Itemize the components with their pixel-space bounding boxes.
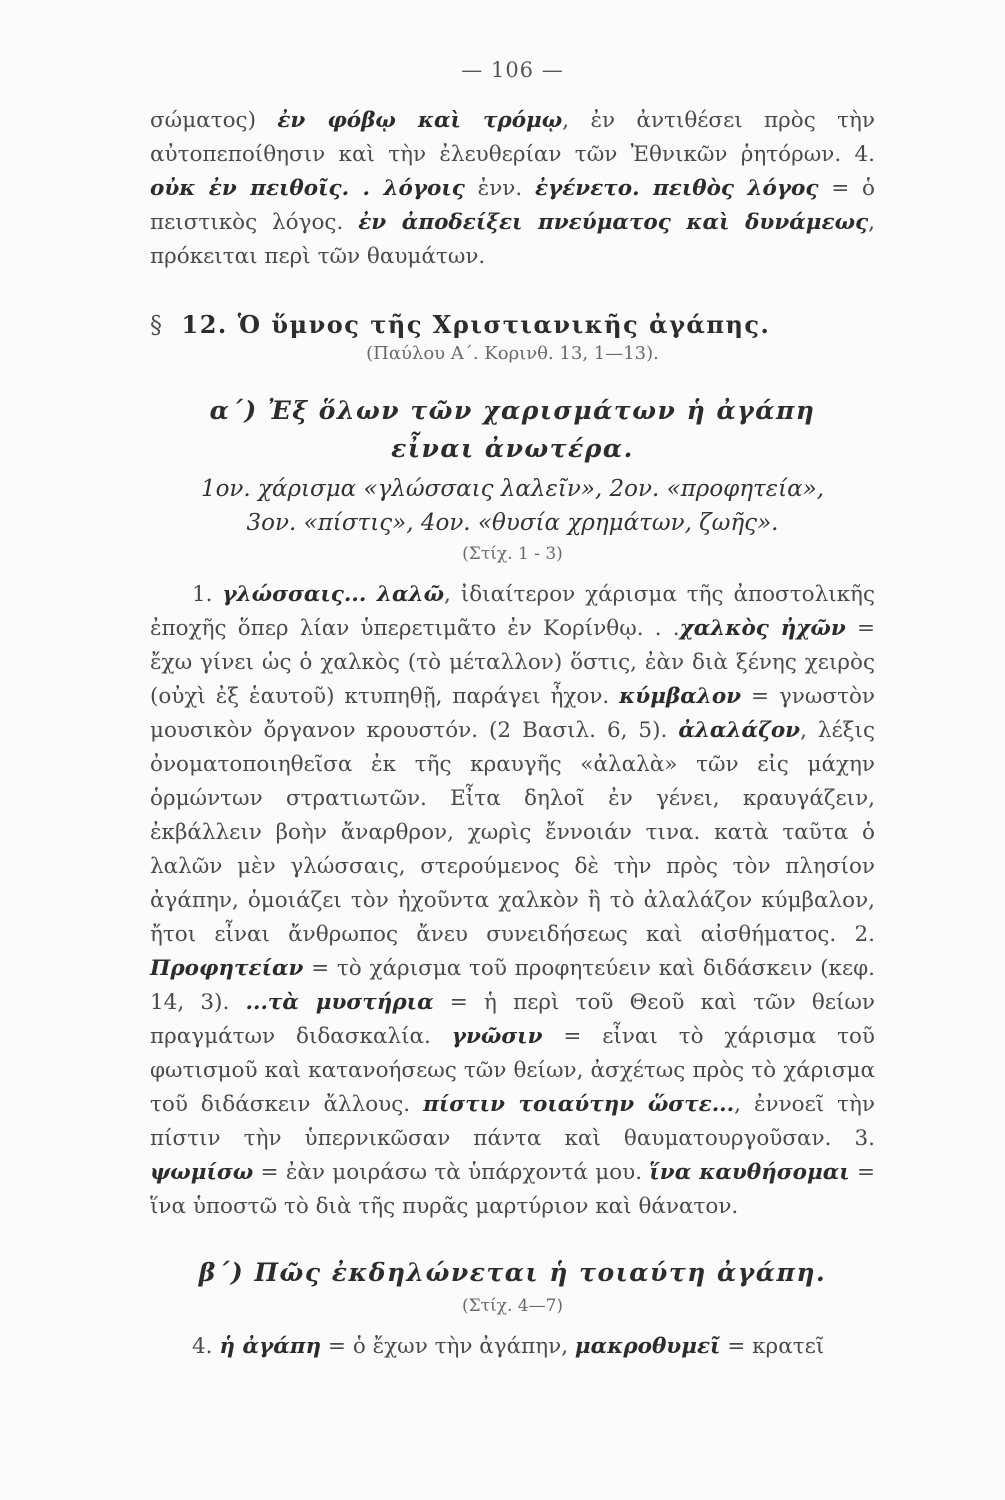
text-run: = ἔχω γίνει ὡς ὁ χαλκὸς (τὸ μέταλλον) ὅστις, ἐὰν διὰ ξένης χειρὸς (οὐχὶ ἐξ ἑαυτοῦ) κτυπηθῇ, παράγει ἦχον. <box>150 616 875 709</box>
term-run: ἵνα καυθήσομαι <box>649 1160 850 1185</box>
term-run: ἐν φόβῳ καὶ τρόμῳ <box>277 108 563 133</box>
term-run: ψωμίσω <box>150 1160 254 1185</box>
term-run: χαλκὸς ἠχῶν <box>679 616 846 641</box>
text-run: = εἶναι τὸ χάρισμα τοῦ φωτισμοῦ καὶ κατανοήσεως τῶν θείων, ἀσχέτως πρὸς τὸ χάρισμα τοῦ διδάσκειν ἄλλους. <box>150 1024 875 1117</box>
text-run: , λέξις ὀνοματοποιηθεῖσα ἐκ τῆς κραυγῆς «ἀλαλὰ» τῶν εἰς μάχην ὁρμώντων στρατιωτῶν. Εἶτα δηλοῖ ἐν γένει, κραυγάζειν, ἐκβάλλειν βοὴν ἄναρθρον, χωρὶς ἔννοιάν τινα. κατὰ ταῦτα ὁ λαλῶν μὲν γλώσσαις, στερούμενος δὲ τὴν πρὸς τὸν πλησίον ἀγάπην, ὁμοιάζει τὸν ἠχοῦντα χαλκὸν ἢ τὸ ἀλαλάζον κύμβαλον, ἤτοι εἶναι ἄνθρωπος ἄνευ συνειδήσεως καὶ αἰσθήματος. 2. <box>150 718 875 947</box>
text-run: σώματος) <box>150 108 278 133</box>
term-run: ἐν ἀποδείξει πνεύματος καὶ δυνάμεως <box>358 210 869 235</box>
page-number: — 106 — <box>461 58 564 82</box>
text-run: , ἐν ἀντιθέσει πρὸς τὴν αὐτοπεποίθησιν καὶ τὴν ἐλευθερίαν τῶν Ἐθνικῶν ῥητόρων. 4. <box>150 108 875 167</box>
part-a-heading-line2: εἶναι ἀνωτέρα. <box>391 434 634 463</box>
text-run: 1. <box>192 582 223 607</box>
text-run: = ἵνα ὑποστῶ τὸ διὰ τῆς πυρᾶς μαρτύριον καὶ θάνατον. <box>150 1160 875 1219</box>
term-run: μακροθυμεῖ <box>574 1334 721 1359</box>
term-run: ...τὰ μυστήρια <box>245 990 434 1015</box>
text-run: 4. <box>192 1334 220 1359</box>
part-a-heading-line1: α΄) Ἐξ ὅλων τῶν χαρισμάτων ἡ ἀγάπη <box>209 396 816 425</box>
text-run: , ἐννοεῖ τὴν πίστιν τὴν ὑπερνικῶσαν πάντα καὶ θαυματουργοῦσαν. 3. <box>150 1092 875 1151</box>
term-run: γνῶσιν <box>451 1024 543 1049</box>
part-a-heading <box>150 392 875 468</box>
text-run: = ὁ πειστικὸς λόγος. <box>150 176 875 235</box>
part-a-verse-ref: (Στίχ. 1 - 3) <box>462 544 563 564</box>
term-run: γλώσσαις... λαλῶ <box>222 582 445 607</box>
term-run: πίστιν τοιαύτην ὥστε... <box>423 1092 735 1117</box>
text-run: = γνωστὸν μουσικὸν ὄργανον κρουστόν. (2 Βασιλ. 6, 5). <box>150 684 875 743</box>
section-symbol: § <box>150 311 164 339</box>
section-heading <box>150 310 875 339</box>
text-run: ἐνν. <box>464 176 535 201</box>
term-run: ἀλαλάζον <box>678 718 801 743</box>
part-b-verse-ref: (Στίχ. 4—7) <box>461 1296 564 1316</box>
part-b-heading: β΄) Πῶς ἐκδηλώνεται ἡ τοιαύτη ἀγάπη. <box>198 1258 827 1287</box>
term-run: Προφητείαν <box>150 956 304 981</box>
text-run: , ἰδιαίτερον χάρισμα τῆς ἀποστολικῆς ἐποχῆς ὅπερ λίαν ὑπερετιμᾶτο ἐν Κορίνθῳ. . . <box>150 582 875 641</box>
charisma-list-line2: 3ον. «πίστις», 4ον. «θυσία χρημάτων, ζωῆς». <box>246 510 779 536</box>
term-run: ἡ ἀγάπη <box>219 1334 322 1359</box>
final-paragraph <box>150 1330 875 1364</box>
term-run: οὐκ ἐν πειθοῖς. . λόγοις <box>150 176 465 201</box>
text-run: = ὁ ἔχων τὴν ἀγάπην, <box>321 1334 575 1359</box>
section-title: 12. Ὁ ὕμνος τῆς Χριστιανικῆς ἀγάπης. <box>181 310 771 339</box>
term-run: κύμβαλον <box>619 684 742 709</box>
text-run: = κρατεῖ <box>720 1334 825 1359</box>
text-run: = τὸ χάρισμα τοῦ προφητεύειν καὶ διδάσκειν (κεφ. 14, 3). <box>150 956 875 1015</box>
section-source: (Παύλου Α΄. Κορινθ. 13, 1—13). <box>366 343 659 364</box>
charisma-list-line1: 1ον. χάρισμα «γλώσσαις λαλεῖν», 2ον. «προφητεία», <box>200 476 825 502</box>
text-run: , πρόκειται περὶ τῶν θαυμάτων. <box>150 210 876 269</box>
intro-paragraph <box>150 104 875 274</box>
text-run: = ἡ περὶ τοῦ Θεοῦ καὶ τῶν θείων πραγμάτων διδασκαλία. <box>150 990 876 1049</box>
term-run: ἐγένετο. πειθὸς λόγος <box>534 176 819 201</box>
commentary-paragraph <box>150 578 875 1224</box>
text-run: = ἐὰν μοιράσω τὰ ὑπάρχοντά μου. <box>253 1160 650 1185</box>
